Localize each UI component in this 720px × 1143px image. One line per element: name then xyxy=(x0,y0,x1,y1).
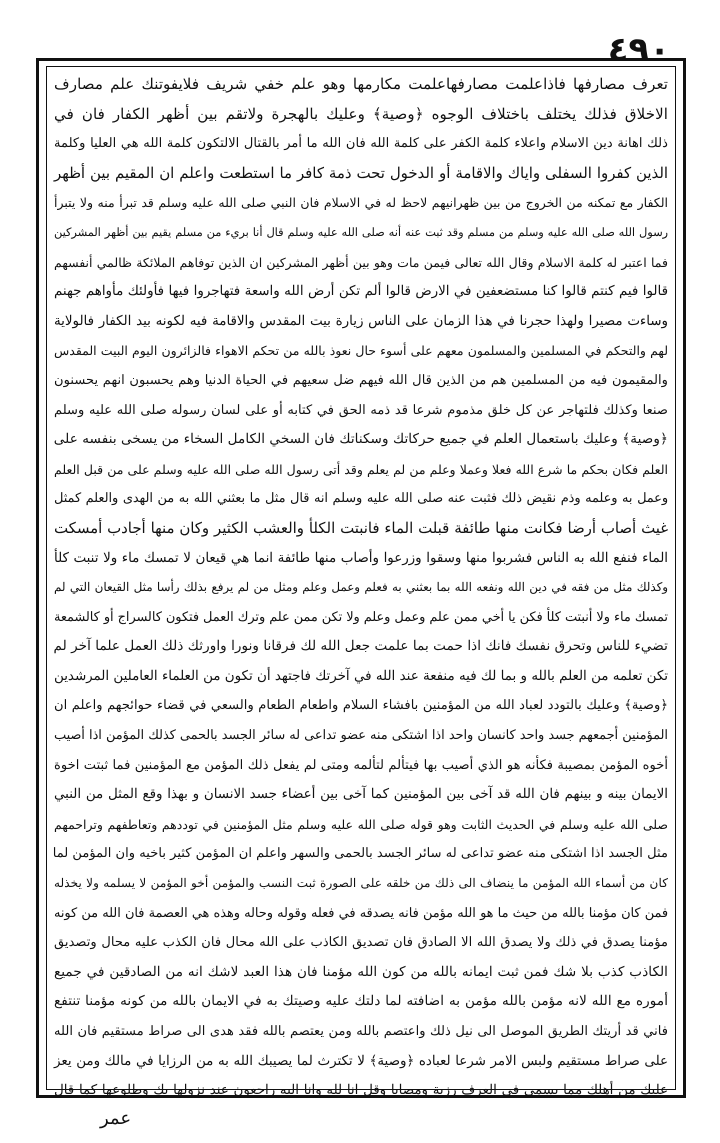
text-line: أموره مع الله لانه مؤمن بالله مؤمن به اضافته لما دلتك عليه وصيتك به في الايمان بالله من كونه مؤمنا تنتفع xyxy=(54,993,668,1010)
text-line: وساءت مصيرا ولهذا حجرنا في هذا الزمان على الناس زيارة بيت المقدس والاقامة فيه لكونه بيد الكفار فالولاية xyxy=(54,313,668,329)
text-line: وكذلك مثل من فقه في دين الله ونفعه الله بما بعثني به فعلم وعمل وعلم ومثل من لم يرفع بذلك رأسا مثل القيعان التي لم xyxy=(54,580,668,595)
text-line: تعرف مصارفها فاذاعلمت مصارفهاعلمت مكارمها وهو علم خفي شريف فلايفوتنك علم مصارف xyxy=(54,75,668,93)
text-line: مؤمنا يصدق في ذلك ولا يصدق الله الا الصادق فان تصديق الكاذب على الله محال فان الكذب عليه محال وتصديق xyxy=(54,935,668,951)
text-line: رسول الله صلى الله عليه وسلم من مسلم وقد ثبت عنه أنه صلى الله عليه وسلم قال أنا بريء من مسلم يقيم بين أظهر المشركين xyxy=(54,225,669,239)
text-line: الكاذب كذب بلا شك فمن ثبت ايمانه بالله من كون الله مؤمنا فان هذا العبد لاشك انه من الصادقين في جميع xyxy=(54,963,668,980)
text-line: وعمل به وعلمه وذم نقيض ذلك فثبت عنه صلى الله عليه وسلم انه قال مثل ما بعثني الله به من الهدى والعلم كمثل xyxy=(54,491,668,507)
body-text xyxy=(52,70,669,1099)
catchword: عمر xyxy=(100,1108,132,1129)
text-line: الاخلاق فذلك يختلف باختلاف الوجوه ﴿وصية﴾ وعليك بالهجرة ولاتقم بين أظهر الكفار فان في xyxy=(54,104,668,123)
text-line: الماء فنفع الله به الناس فشربوا منها وسقوا وزرعوا وأصاب منها طائفة انما هي قيعان لا تمسك ماء ولا تنبت كلأ xyxy=(54,550,668,566)
text-line: والمقيمون فيه من المسلمين هم من الذين قال الله فيهم ضل سعيهم في الحياة الدنيا وهم يحسبون انهم يحسنون xyxy=(54,372,668,388)
text-line: الكفار مع تمكنه من الخروج من بين ظهرانيهم لاحظ له في الاسلام فان النبي صلى الله عليه وسلم قد تبرأ منه ولا يتبرأ xyxy=(54,195,668,211)
text-line: ذلك اهانة دين الاسلام واعلاء كلمة الكفر على كلمة الله فان الله ما أمر بالقتال الالتكون كلمة الله هي العليا وكلمة xyxy=(54,136,668,152)
page-number: ٤٩٠ xyxy=(607,30,670,70)
text-line: مثل الجسد اذا اشتكى منه عضو تداعى له سائر الجسد بالحمى والسهر واعلم ان المؤمن كثير باخيه وان المؤمن لما xyxy=(52,846,668,862)
text-line: لهم والتحكم في المسلمين والمسلمون معهم على أسوء حال نعوذ بالله من تحكم الاهواء فالزائرون اليوم البيت المقدس xyxy=(54,343,668,359)
text-line: صنعا وكذلك فلتهاجر عن كل خلق مذموم شرعا قد ذمه الحق في كتابه أو على لسان رسوله صلى الله عليه وسلم xyxy=(54,402,668,418)
text-line: الايمان بينه و بينهم فان الله قد آخى بين المؤمنين كما آخى بين أعضاء جسد الانسان و بهذا وقع المثل من النبي xyxy=(54,787,668,803)
text-line: الذين كفروا السفلى واياك والاقامة أو الدخول تحت ذمة كافر ما استطعت واعلم ان المقيم بين أظهر xyxy=(54,163,668,182)
text-line: تضيء للناس وتحرق نفسك فانك اذا حمت بما علمت جعل الله لك فرقانا ونورا واورثك ذلك العمل علما آخر لم xyxy=(53,638,668,655)
text-line: فمن كان مؤمنا بالله من حيث ما هو الله مؤمن فانه يصدقه في فعله وقوله وحاله وهذه هي العصمة فان الله من كونه xyxy=(54,905,668,921)
text-line: العلم فكان بحكم ما شرع الله فعلا وعملا وعلم من لم يعلم وقد أتى رسول الله صلى الله عليه وسلم على من قبل العلم xyxy=(54,461,668,477)
text-line: غيث أصاب أرضا فكانت منها طائفة قبلت الماء فانبتت الكلأ والعشب الكثير وكان منها أجادب أمسكت xyxy=(54,518,668,537)
text-line: المؤمنين أجمعهم جسد واحد كانسان واحد اذا اشتكى منه عضو تداعى له سائر الجسد بالحمى كذلك المؤمن اذا أصيب xyxy=(54,728,668,744)
text-line: قالوا فيم كنتم قالوا كنا مستضعفين في الارض قالوا ألم تكن أرض الله واسعة فتهاجروا فيها فأولئك مأواهم جهنم xyxy=(54,284,668,300)
text-line: عليك من أهلك مما يسمى في العرف رزية ومصابا وقل انا لله وانا اليه راجعون عند نزولها بك وطلوعها كما قال xyxy=(54,1083,668,1099)
text-line: على صراط مستقيم ولبس الامر شرعا لعباده ﴿وصية﴾ لا تكترث لما يصيبك الله به من الرزايا في مالك ومن يعز xyxy=(54,1053,668,1069)
text-line: أخوه المؤمن بمصيبة فكأنه هو الذي أصيب بها فيتألم لتألمه ومتى لم يفعل ذلك المؤمن مع المؤمنين فما ثبتت اخوة xyxy=(54,757,668,773)
text-line: صلى الله عليه وسلم في الحديث الثابت وهو قوله صلى الله عليه وسلم مثل المؤمنين في توددهم وتعاطفهم وتراحمهم xyxy=(54,816,668,832)
text-line: ﴿وصية﴾ وعليك بالتودد لعباد الله من المؤمنين بافشاء السلام واطعام الطعام والسعي في قضاء حوائجهم واعلم ان xyxy=(54,698,668,714)
text-line: كان من أسماء الله المؤمن ما ينضاف الى ذلك من خلقه على الصورة ثبت النسب والمؤمن أخو المؤمن لا يسلمه ولا يخذله xyxy=(54,876,668,891)
text-line: فاني قد أريتك الطريق الموصل الى نيل ذلك واعتصم بالله ومن يعتصم بالله فقد هدى الى صراط مستقيم فان الله xyxy=(54,1024,668,1039)
text-line: ﴿وصية﴾ وعليك باستعمال العلم في جميع حركاتك وسكناتك فان السخي الكامل السخاء من يسخى بنفسه على xyxy=(53,431,668,448)
text-line: تمسك ماء ولا أنبتت كلأ فكن يا أخي ممن علم وعمل وعلم ولا تكن ممن علم وترك العمل فتكون كالسراج أو كالشمعة xyxy=(54,609,668,625)
text-line: فما اعتبر له كلمة الاسلام وقال الله تعالى فيمن مات وهو بين أظهر المشركين ان الذين توفاهم الملائكة ظالمي أنفسهم xyxy=(54,254,668,270)
text-line: تكن تعلمه من العلم بالله و بما لك فيه منفعة عند الله في آخرتك فاجتهد أن تكون من العلماء العاملين المرشدين xyxy=(54,668,668,684)
